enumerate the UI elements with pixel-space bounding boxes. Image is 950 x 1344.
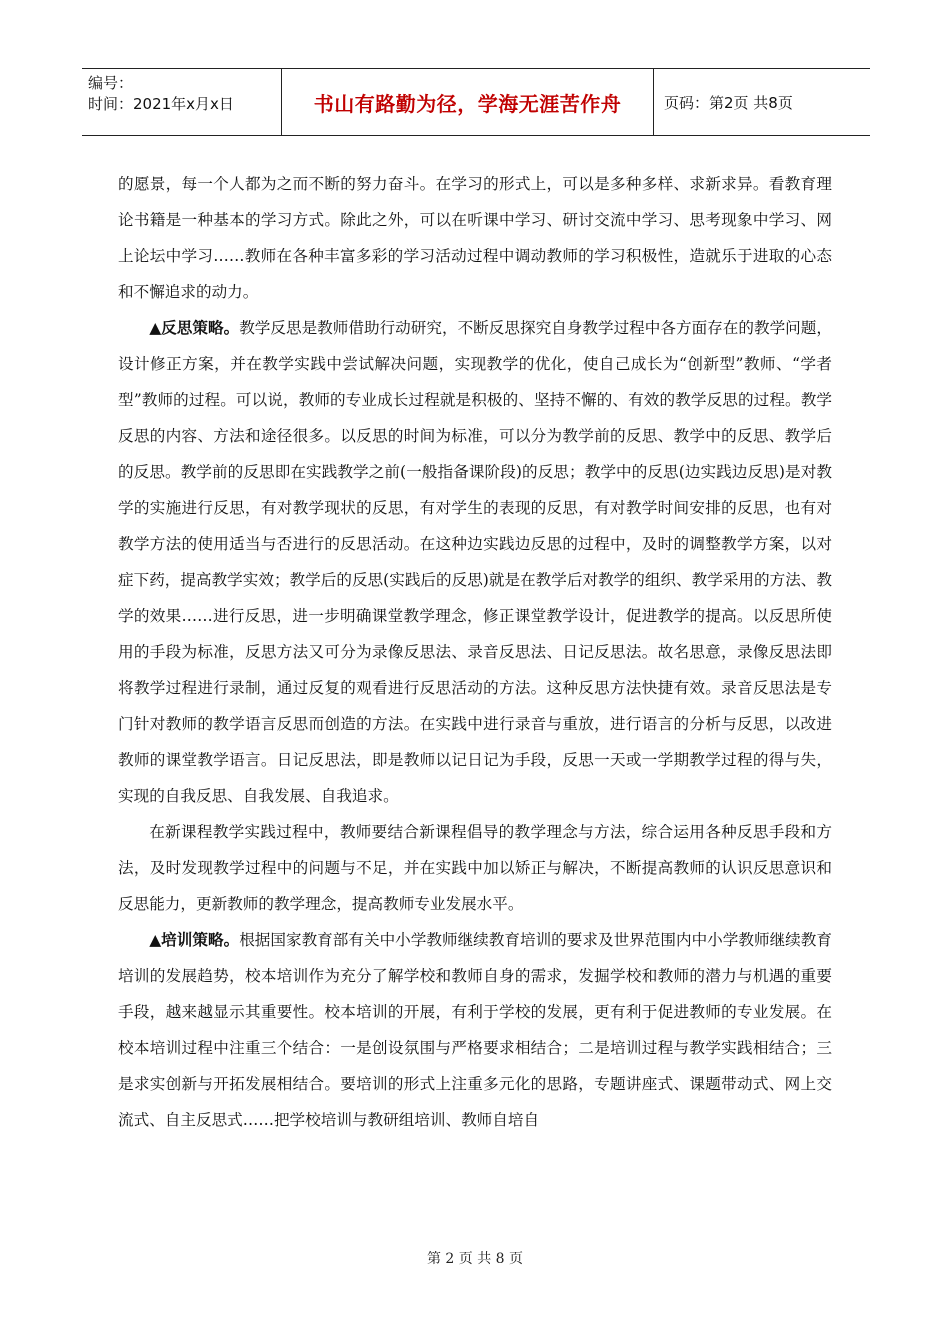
page-header [82, 68, 870, 136]
reflection-strategy-text: 教学反思是教师借助行动研究，不断反思探究自身教学过程中各方面存在的教学问题，设计修正方案，并在教学实践中尝试解决问题，实现教学的优化，使自己成长为“创新型”教师、“学者型”教师的过程。可以说，教师的专业成长过程就是积极的、坚持不懈的、有效的教学反思的过程。教学反思的内容、方法和途径很多。以反思的时间为标准，可以分为教学前的反思、教学中的反思、教学后的反思。教学前的反思即在实践教学之前(一般指备课阶段)的反思；教学中的反思(边实践边反思)是对教学的实施进行反思，有对教学现状的反思，有对学生的表现的反思，有对教学时间安排的反思，也有对教学方法的使用适当与否进行的反思活动。在这种边实践边反思的过程中，及时的调整教学方案，以对症下药，提高教学实效；教学后的反思(实践后的反思)就是在教学后对教学的组织、教学采用的方法、教学的效果……进行反思，进一步明确课堂教学理念，修正课堂教学设计，促进教学的提高。以反思所使用的手段为标准，反思方法又可分为录像反思法、录音反思法、日记反思法。故名思意，录像反思法即将教学过程进行录制，通过反复的观看进行反思活动的方法。这种反思方法快捷有效。录音反思法是专门针对教师的教学语言反思而创造的方法。在实践中进行录音与重放，进行语言的分析与反思，以改进教师的课堂教学语言。日记反思法，即是教师以记日记为手段，反思一天或一学期教学过程的得与失，实现的自我反思、自我发展、自我追求。 [118, 319, 832, 805]
paragraph-continuation: 的愿景，每一个人都为之而不断的努力奋斗。在学习的形式上，可以是多种多样、求新求异。看教育理论书籍是一种基本的学习方式。除此之外，可以在听课中学习、研讨交流中学习、思考现象中学习、网上论坛中学习……教师在各种丰富多彩的学习活动过程中调动教师的学习积极性，造就乐于进取的心态和不懈追求的动力。 [118, 175, 832, 301]
document-date: 时间：2021年x月x日 [88, 95, 234, 113]
document-number-label: 编号： [88, 74, 134, 92]
paragraph-training-strategy [118, 922, 832, 1138]
header-page-number: 页码：第2页 共8页 [664, 93, 793, 112]
paragraph-reflection-strategy [118, 310, 832, 814]
paragraph-new-curriculum: 在新课程教学实践过程中，教师要结合新课程倡导的教学理念与方法，综合运用各种反思手段和方法，及时发现教学过程中的问题与不足，并在实践中加以矫正与解决，不断提高教师的认识反思意识和反思能力，更新教师的教学理念，提高教师专业发展水平。 [118, 823, 832, 913]
header-motto: 书山有路勤为径，学海无涯苦作舟 [282, 69, 654, 135]
page-footer: 第 2 页 共 8 页 [426, 1251, 524, 1267]
reflection-strategy-heading: ▲反思策略。 [149, 318, 240, 337]
document-body [118, 166, 832, 1138]
header-meta [82, 69, 282, 135]
training-strategy-text: 根据国家教育部有关中小学教师继续教育培训的要求及世界范围内中小学教师继续教育培训的发展趋势，校本培训作为充分了解学校和教师自身的需求，发掘学校和教师的潜力与机遇的重要手段，越来越显示其重要性。校本培训的开展，有利于学校的发展，更有利于促进教师的专业发展。在校本培训过程中注重三个结合：一是创设氛围与严格要求相结合；二是培训过程与教学实践相结合；三是求实创新与开拓发展相结合。要培训的形式上注重多元化的思路，专题讲座式、课题带动式、网上交流式、自主反思式……把学校培训与教研组培训、教师自培自 [118, 931, 832, 1129]
training-strategy-heading: ▲培训策略。 [149, 930, 240, 949]
